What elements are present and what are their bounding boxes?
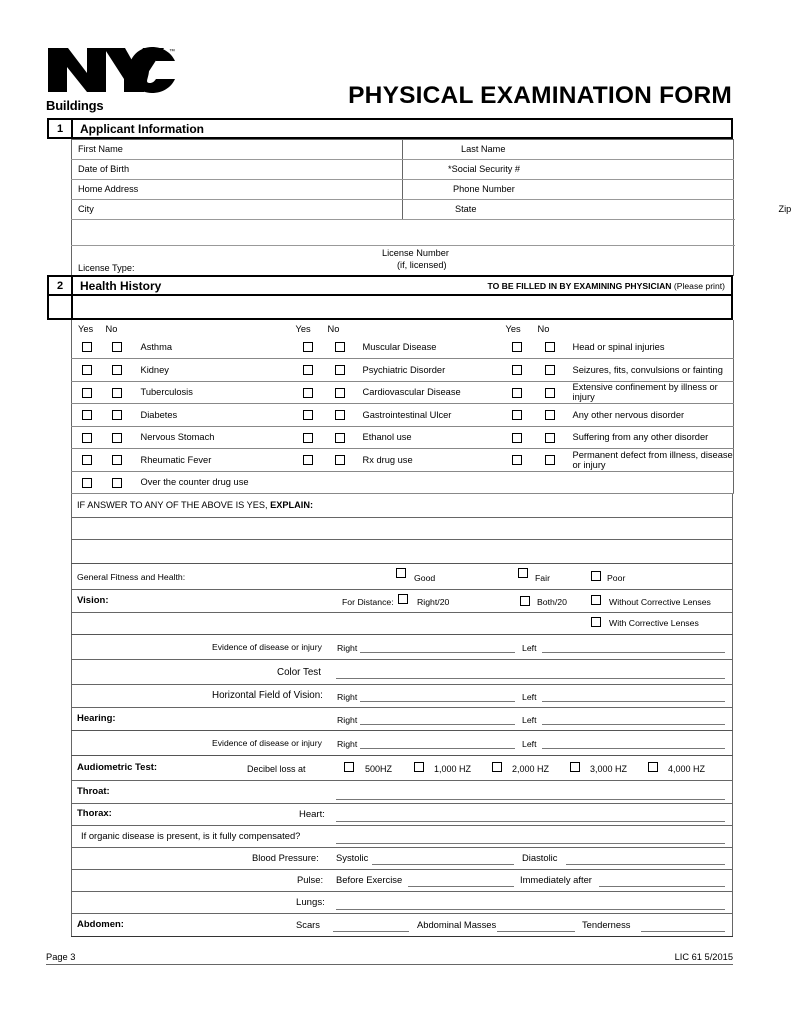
checkbox-no-diabetes[interactable] xyxy=(102,404,132,427)
table-row xyxy=(72,140,734,160)
hearing-row xyxy=(72,707,733,730)
page-footer xyxy=(46,952,733,965)
scars-label: Scars xyxy=(296,918,320,930)
heart-label: Heart: xyxy=(299,808,325,820)
section2-physician-note xyxy=(488,281,726,291)
checkbox-no-rheumatic[interactable] xyxy=(102,449,132,472)
table-row xyxy=(72,246,734,277)
checkbox-icon[interactable] xyxy=(82,365,92,375)
freq-4000hz-label: 4,000 HZ xyxy=(668,763,706,774)
checkbox-vision-right20[interactable] xyxy=(398,594,408,604)
checkbox-icon[interactable] xyxy=(545,365,555,375)
blank-row-cell[interactable] xyxy=(72,220,734,246)
checkbox-no-seizures[interactable] xyxy=(534,359,566,382)
condition-label: Ethanol use xyxy=(356,426,500,449)
checkbox-icon[interactable] xyxy=(82,410,92,420)
organic-disease-input[interactable] xyxy=(336,834,725,844)
page-title: PHYSICAL EXAMINATION FORM xyxy=(348,82,732,109)
condition-label: Extensive confinement by illness or injury xyxy=(566,381,734,404)
lungs-label: Lungs: xyxy=(296,896,325,908)
systolic-input[interactable] xyxy=(372,855,514,865)
with-corrective-lenses-row xyxy=(72,612,733,634)
right-label: Right xyxy=(337,714,358,725)
left-label: Left xyxy=(522,714,537,725)
checkbox-yes-permanent-defect[interactable] xyxy=(500,449,534,472)
spacer-col1 xyxy=(132,320,292,336)
spacer-col2 xyxy=(356,320,500,336)
organic-disease-label: If organic disease is present, is it fully compensated? xyxy=(81,829,301,841)
table-row xyxy=(72,913,733,936)
checkbox-no-other-disorder[interactable] xyxy=(534,426,566,449)
throat-row xyxy=(72,780,733,803)
ssn-label: *Social Security # xyxy=(448,164,521,175)
condition-label: Muscular Disease xyxy=(356,336,500,359)
heart-input[interactable] xyxy=(336,812,725,822)
right-label: Right xyxy=(337,691,358,702)
thorax-row xyxy=(72,803,733,825)
thorax-label: Thorax: xyxy=(77,807,112,819)
checkbox-yes-other-disorder[interactable] xyxy=(500,426,534,449)
examination-table xyxy=(71,494,733,937)
condition-label: Any other nervous disorder xyxy=(566,404,734,427)
city-label: City xyxy=(78,204,94,215)
fitness-poor-label: Poor xyxy=(607,572,626,583)
checkbox-icon[interactable] xyxy=(82,478,92,488)
table-row xyxy=(72,359,734,382)
hearing-right-input[interactable] xyxy=(360,715,515,725)
condition-label: Asthma xyxy=(132,336,292,359)
section-health-history xyxy=(47,275,733,937)
table-row xyxy=(72,589,733,612)
abdomen-row xyxy=(72,913,733,936)
checkbox-icon[interactable] xyxy=(545,455,555,465)
ssn-cell[interactable] xyxy=(403,160,734,180)
horizontal-field-label: Horizontal Field of Vision: xyxy=(212,689,323,701)
table-row xyxy=(72,780,733,803)
table-row xyxy=(72,869,733,891)
last-name-label: Last Name xyxy=(461,144,506,155)
vision-evidence-row xyxy=(72,634,733,659)
checkbox-icon[interactable] xyxy=(82,433,92,443)
checkbox-icon[interactable] xyxy=(303,342,313,352)
checkbox-no-cardiovascular[interactable] xyxy=(324,381,356,404)
checkbox-without-corrective-lenses[interactable] xyxy=(591,595,601,605)
explain-line-2[interactable] xyxy=(72,539,733,563)
checkbox-icon[interactable] xyxy=(112,455,122,465)
diastolic-label: Diastolic xyxy=(522,851,558,863)
color-test-input[interactable] xyxy=(336,669,725,679)
table-row xyxy=(72,684,733,707)
checkbox-icon[interactable] xyxy=(512,365,522,375)
vision-evidence-left-input[interactable] xyxy=(542,643,725,653)
checkbox-2000hz[interactable] xyxy=(492,762,502,772)
checkbox-no-asthma[interactable] xyxy=(102,336,132,359)
checkbox-icon[interactable] xyxy=(82,342,92,352)
audiometric-label: Audiometric Test: xyxy=(77,761,158,773)
horizontal-field-row xyxy=(72,684,733,707)
checkbox-yes-otc-drug[interactable] xyxy=(72,471,102,494)
section2-blank-field[interactable] xyxy=(73,296,731,318)
lungs-input[interactable] xyxy=(336,900,725,910)
table-row xyxy=(72,336,734,359)
license-licensed-note: (if, licensed) xyxy=(397,260,447,270)
nyc-logo-icon xyxy=(46,44,179,96)
checkbox-icon[interactable] xyxy=(545,342,555,352)
checkbox-icon[interactable] xyxy=(545,388,555,398)
checkbox-yes-psychiatric[interactable] xyxy=(292,359,324,382)
blood-pressure-label: Blood Pressure: xyxy=(252,851,319,863)
general-fitness-label: General Fitness and Health: xyxy=(77,571,186,582)
table-row xyxy=(72,612,733,634)
checkbox-icon[interactable] xyxy=(512,342,522,352)
hearing-evidence-right-input[interactable] xyxy=(360,739,515,749)
organic-disease-row xyxy=(72,825,733,847)
home-address-cell[interactable] xyxy=(72,180,403,200)
table-row xyxy=(72,659,733,684)
table-row xyxy=(72,847,733,869)
checkbox-no-rx-drug[interactable] xyxy=(324,449,356,472)
condition-label: Diabetes xyxy=(132,404,292,427)
health-conditions-table xyxy=(71,320,734,494)
table-row xyxy=(72,539,733,563)
spacer-cell xyxy=(566,471,734,494)
horizontal-field-right-input[interactable] xyxy=(360,692,515,702)
license-type-label: License Type: xyxy=(78,262,135,273)
checkbox-no-nervous-disorder[interactable] xyxy=(534,404,566,427)
left-label: Left xyxy=(522,738,537,749)
for-distance-label: For Distance: xyxy=(342,596,394,607)
left-label: Left xyxy=(522,642,537,653)
table-row xyxy=(72,381,734,404)
condition-label: Nervous Stomach xyxy=(132,426,292,449)
condition-label: Gastrointestinal Ulcer xyxy=(356,404,500,427)
checkbox-yes-rheumatic[interactable] xyxy=(72,449,102,472)
checkbox-no-permanent-defect[interactable] xyxy=(534,449,566,472)
license-number-label: License Number xyxy=(382,248,449,258)
freq-500hz-label: 500HZ xyxy=(365,763,393,774)
checkbox-no-confinement[interactable] xyxy=(534,381,566,404)
checkbox-icon[interactable] xyxy=(303,455,313,465)
checkbox-icon[interactable] xyxy=(303,388,313,398)
checkbox-4000hz[interactable] xyxy=(648,762,658,772)
section2-blank-numcell xyxy=(49,296,73,318)
with-corrective-lenses-label: With Corrective Lenses xyxy=(609,617,699,628)
vision-evidence-right-input[interactable] xyxy=(360,643,515,653)
section2-title xyxy=(73,277,731,294)
freq-2000hz-label: 2,000 HZ xyxy=(512,763,550,774)
form-identifier: LIC 61 5/2015 xyxy=(674,952,733,962)
section2-note-bold: TO BE FILLED IN BY EXAMINING PHYSICIAN xyxy=(487,280,672,291)
condition-label: Psychiatric Disorder xyxy=(356,359,500,382)
checkbox-icon[interactable] xyxy=(112,388,122,398)
checkbox-icon[interactable] xyxy=(512,388,522,398)
checkbox-fitness-good[interactable] xyxy=(396,568,406,578)
audiometric-row xyxy=(72,755,733,780)
pulse-row xyxy=(72,869,733,891)
checkbox-yes-seizures[interactable] xyxy=(500,359,534,382)
condition-label: Suffering from any other disorder xyxy=(566,426,734,449)
checkbox-icon[interactable] xyxy=(335,388,345,398)
explain-line-1[interactable] xyxy=(72,517,733,539)
table-row xyxy=(72,494,733,517)
logo-subtitle: Buildings xyxy=(46,98,104,113)
conditions-header-row xyxy=(72,320,734,336)
yes-header-col2: Yes xyxy=(295,323,311,334)
checkbox-1000hz[interactable] xyxy=(414,762,424,772)
table-row xyxy=(72,180,734,200)
freq-3000hz-label: 3,000 HZ xyxy=(590,763,628,774)
table-row xyxy=(72,426,734,449)
color-test-label: Color Test xyxy=(277,666,321,678)
checkbox-3000hz[interactable] xyxy=(570,762,580,772)
explain-prefix: IF ANSWER TO ANY OF THE ABOVE IS YES, xyxy=(77,499,271,510)
without-corrective-lenses-label: Without Corrective Lenses xyxy=(609,596,711,607)
abdominal-masses-input[interactable] xyxy=(497,922,575,932)
section1-number: 1 xyxy=(49,120,73,137)
checkbox-yes-cardiovascular[interactable] xyxy=(292,381,324,404)
zip-label: Zip xyxy=(778,204,791,215)
dob-label: Date of Birth xyxy=(78,164,130,175)
checkbox-with-corrective-lenses[interactable] xyxy=(591,617,601,627)
table-row xyxy=(72,404,734,427)
checkbox-icon[interactable] xyxy=(82,388,92,398)
yes-header-col3: Yes xyxy=(505,323,521,334)
explain-prompt-cell xyxy=(72,494,733,517)
table-row xyxy=(72,634,733,659)
checkbox-icon[interactable] xyxy=(303,365,313,375)
vision-evidence-label: Evidence of disease or injury xyxy=(212,641,322,652)
horizontal-field-left-input[interactable] xyxy=(542,692,725,702)
tenderness-input[interactable] xyxy=(641,922,725,932)
checkbox-icon[interactable] xyxy=(512,455,522,465)
hearing-evidence-row xyxy=(72,730,733,755)
before-exercise-input[interactable] xyxy=(408,877,514,887)
general-fitness-row xyxy=(72,563,733,589)
condition-label: Kidney xyxy=(132,359,292,382)
checkbox-yes-kidney[interactable] xyxy=(72,359,102,382)
immediately-after-label: Immediately after xyxy=(520,873,592,885)
checkbox-no-muscular[interactable] xyxy=(324,336,356,359)
before-exercise-label: Before Exercise xyxy=(336,873,403,885)
condition-label: Rheumatic Fever xyxy=(132,449,292,472)
hearing-left-input[interactable] xyxy=(542,715,725,725)
section1-header-bar xyxy=(47,118,733,139)
tenderness-label: Tenderness xyxy=(582,918,631,930)
no-header-col3: No xyxy=(537,323,550,334)
vision-both20-label: Both/20 xyxy=(537,596,567,607)
home-address-label: Home Address xyxy=(78,184,139,195)
hearing-evidence-left-input[interactable] xyxy=(542,739,725,749)
table-row xyxy=(72,707,733,730)
table-row xyxy=(72,803,733,825)
checkbox-icon[interactable] xyxy=(335,365,345,375)
vision-label: Vision: xyxy=(77,594,109,606)
table-row xyxy=(72,449,734,472)
checkbox-yes-rx-drug[interactable] xyxy=(292,449,324,472)
hearing-label: Hearing: xyxy=(77,712,116,724)
explain-bold: EXPLAIN: xyxy=(270,499,314,510)
no-header-col2: No xyxy=(327,323,340,334)
checkbox-yes-nervous-disorder[interactable] xyxy=(500,404,534,427)
checkbox-yes-confinement[interactable] xyxy=(500,381,534,404)
page-number: Page 3 xyxy=(46,952,76,962)
checkbox-fitness-fair[interactable] xyxy=(518,568,528,578)
checkbox-yes-tuberculosis[interactable] xyxy=(72,381,102,404)
checkbox-no-psychiatric[interactable] xyxy=(324,359,356,382)
hearing-evidence-label: Evidence of disease or injury xyxy=(212,737,322,748)
condition-label: Tuberculosis xyxy=(132,381,292,404)
checkbox-no-gastro[interactable] xyxy=(324,404,356,427)
checkbox-no-nervous-stomach[interactable] xyxy=(102,426,132,449)
systolic-label: Systolic xyxy=(336,851,369,863)
section2-header-bar xyxy=(47,275,733,296)
table-row xyxy=(72,825,733,847)
checkbox-icon[interactable] xyxy=(112,410,122,420)
right-label: Right xyxy=(337,642,358,653)
abdominal-masses-label: Abdominal Masses xyxy=(417,918,497,930)
condition-label: Seizures, fits, convulsions or fainting xyxy=(566,359,734,382)
abdomen-label: Abdomen: xyxy=(77,918,124,930)
table-row xyxy=(72,160,734,180)
checkbox-500hz[interactable] xyxy=(344,762,354,772)
checkbox-no-otc-drug[interactable] xyxy=(102,471,132,494)
condition-label: Over the counter drug use xyxy=(132,471,566,494)
city-cell[interactable] xyxy=(72,200,403,220)
condition-label: Permanent defect from illness, disease or injury xyxy=(566,449,734,472)
checkbox-no-ethanol[interactable] xyxy=(324,426,356,449)
page-header xyxy=(0,0,770,118)
section2-title-text: Health History xyxy=(80,278,162,293)
vision-right20-label: Right/20 xyxy=(417,596,450,607)
table-row xyxy=(72,471,734,494)
checkbox-yes-asthma[interactable] xyxy=(72,336,102,359)
checkbox-icon[interactable] xyxy=(303,433,313,443)
table-row xyxy=(72,517,733,539)
checkbox-yes-head-spinal[interactable] xyxy=(500,336,534,359)
checkbox-icon[interactable] xyxy=(112,365,122,375)
checkbox-icon[interactable] xyxy=(335,433,345,443)
checkbox-vision-both20[interactable] xyxy=(520,596,530,606)
section-applicant-information xyxy=(47,118,791,276)
checkbox-yes-diabetes[interactable] xyxy=(72,404,102,427)
condition-label: Head or spinal injuries xyxy=(566,336,734,359)
checkbox-icon[interactable] xyxy=(545,433,555,443)
checkbox-icon[interactable] xyxy=(112,433,122,443)
color-test-row xyxy=(72,659,733,684)
section2-blank-bar[interactable] xyxy=(47,296,733,320)
checkbox-icon[interactable] xyxy=(545,410,555,420)
table-row xyxy=(72,563,733,589)
spacer-col3 xyxy=(566,320,734,336)
checkbox-icon[interactable] xyxy=(112,342,122,352)
phone-number-label: Phone Number xyxy=(453,184,515,195)
no-header-col1: No xyxy=(105,323,118,334)
license-row-cell[interactable] xyxy=(72,246,734,277)
left-label: Left xyxy=(522,691,537,702)
table-row xyxy=(72,220,734,246)
checkbox-yes-muscular[interactable] xyxy=(292,336,324,359)
first-name-cell[interactable] xyxy=(72,140,403,160)
checkbox-no-tuberculosis[interactable] xyxy=(102,381,132,404)
freq-1000hz-label: 1,000 HZ xyxy=(434,763,472,774)
lungs-row xyxy=(72,891,733,913)
throat-input[interactable] xyxy=(336,790,725,800)
table-row xyxy=(72,730,733,755)
checkbox-icon[interactable] xyxy=(303,410,313,420)
decibel-loss-label: Decibel loss at xyxy=(247,763,306,774)
table-row xyxy=(72,891,733,913)
throat-label: Throat: xyxy=(77,785,110,797)
section2-note-paren: (Please print) xyxy=(673,280,725,291)
last-name-cell[interactable] xyxy=(403,140,734,160)
right-label: Right xyxy=(337,738,358,749)
state-cell[interactable] xyxy=(403,200,734,220)
table-row xyxy=(72,755,733,780)
applicant-info-table xyxy=(71,139,791,276)
scars-input[interactable] xyxy=(333,922,409,932)
fitness-fair-label: Fair xyxy=(535,572,550,583)
checkbox-icon[interactable] xyxy=(335,455,345,465)
checkbox-yes-gastro[interactable] xyxy=(292,404,324,427)
section2-number: 2 xyxy=(49,277,73,294)
pulse-label: Pulse: xyxy=(297,873,324,885)
dob-cell[interactable] xyxy=(72,160,403,180)
checkbox-yes-ethanol[interactable] xyxy=(292,426,324,449)
first-name-label: First Name xyxy=(78,144,123,155)
checkbox-no-head-spinal[interactable] xyxy=(534,336,566,359)
svg-text:™: ™ xyxy=(169,49,175,55)
checkbox-fitness-poor[interactable] xyxy=(591,571,601,581)
immediately-after-input[interactable] xyxy=(599,877,725,887)
fitness-good-label: Good xyxy=(414,572,436,583)
nyc-buildings-logo xyxy=(46,44,206,113)
vision-row xyxy=(72,589,733,612)
checkbox-icon[interactable] xyxy=(512,410,522,420)
checkbox-icon[interactable] xyxy=(512,433,522,443)
diastolic-input[interactable] xyxy=(566,855,725,865)
checkbox-icon[interactable] xyxy=(335,342,345,352)
checkbox-icon[interactable] xyxy=(112,478,122,488)
blood-pressure-row xyxy=(72,847,733,869)
yes-header-col1: Yes xyxy=(72,320,102,336)
checkbox-icon[interactable] xyxy=(82,455,92,465)
state-label: State xyxy=(455,204,477,215)
checkbox-no-kidney[interactable] xyxy=(102,359,132,382)
condition-label: Rx drug use xyxy=(356,449,500,472)
checkbox-icon[interactable] xyxy=(335,410,345,420)
phone-number-cell[interactable] xyxy=(403,180,734,200)
section1-title: Applicant Information xyxy=(80,121,204,136)
checkbox-yes-nervous-stomach[interactable] xyxy=(72,426,102,449)
table-row xyxy=(72,200,734,220)
condition-label: Cardiovascular Disease xyxy=(356,381,500,404)
